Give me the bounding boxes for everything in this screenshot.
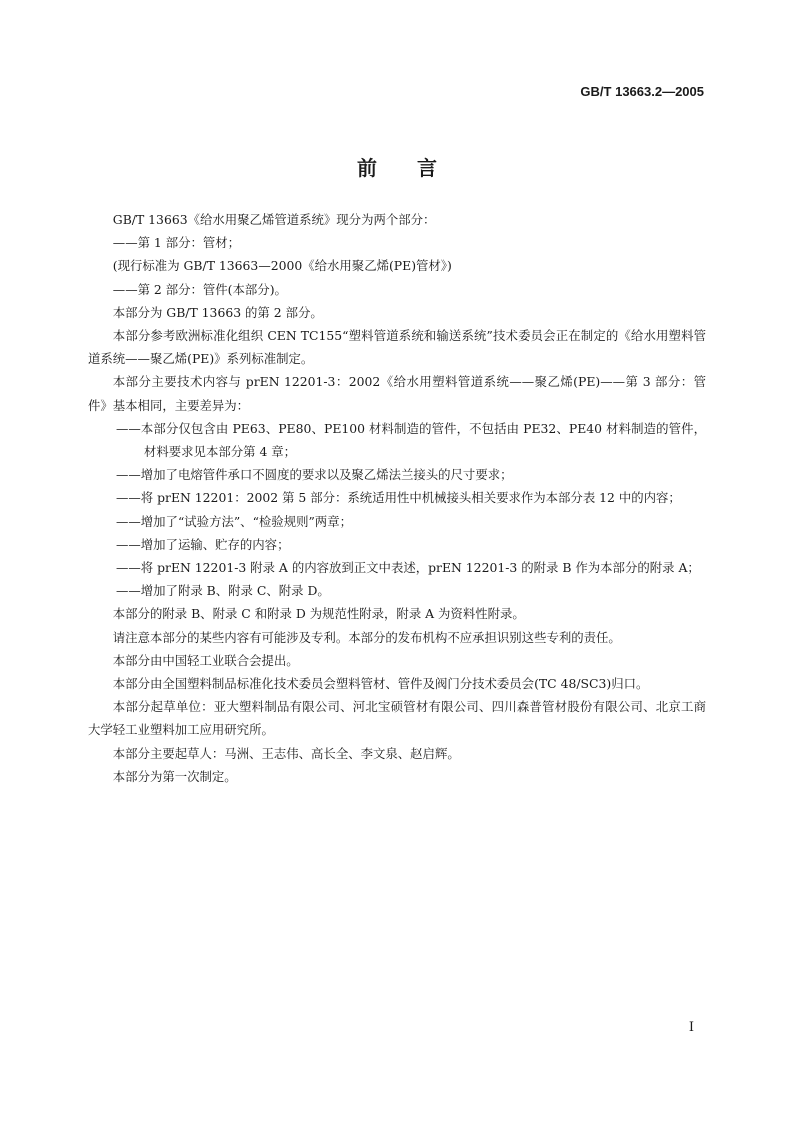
difference-item: ——增加了运输、贮存的内容； <box>116 536 290 552</box>
difference-item: ——增加了电熔管件承口不圆度的要求以及聚乙烯法兰接头的尺寸要求； <box>116 467 513 483</box>
paragraph-intro: GB/T 13663《给水用聚乙烯管道系统》现分为两个部分： <box>112 212 436 227</box>
page-number: I <box>688 1020 694 1035</box>
paragraph-reference: 本部分参考欧洲标准化组织 CEN TC155“塑料管道系统和输送系统”技术委员会正在制定的《给水用塑料管道系统——聚乙烯(PE)》系列标准制定。 <box>88 328 706 367</box>
list-item-part1: ——第 1 部分：管材； <box>112 235 241 251</box>
paragraph-differences: 本部分主要技术内容与 prEN 12201-3：2002《给水用塑料管道系统——聚乙烯(PE)——第 3 部分：管件》基本相同，主要差异为： <box>88 374 706 413</box>
paragraph-committee: 本部分由全国塑料制品标准化技术委员会塑料管材、管件及阀门分技术委员会(TC 48/SC3)归口。 <box>112 676 649 692</box>
difference-item: ——增加了附录 B、附录 C、附录 D。 <box>116 583 330 599</box>
paragraph-annexes: 本部分的附录 B、附录 C 和附录 D 为规范性附录，附录 A 为资料性附录。 <box>112 606 525 622</box>
paragraph-drafting-units: 本部分起草单位：亚大塑料制品有限公司、河北宝硕管材有限公司、四川森普管材股份有限公司、北京工商大学轻工业塑料加工应用研究所。 <box>88 699 706 738</box>
list-item-part2: ——第 2 部分：管件(本部分)。 <box>112 281 287 297</box>
paragraph-drafters: 本部分主要起草人：马洲、王志伟、高长全、李文泉、赵启辉。 <box>112 745 460 761</box>
paragraph-patents: 请注意本部分的某些内容有可能涉及专利。本部分的发布机构不应承担识别这些专利的责任。 <box>112 629 621 645</box>
difference-item: ——本部分仅包含由 PE63、PE80、PE100 材料制造的管件，不包括由 PE32、PE40 材料制造的管件，材料要求见本部分第 4 章； <box>116 420 706 460</box>
standard-code: GB/T 13663.2—2005 <box>580 84 704 99</box>
foreword-body <box>88 208 706 788</box>
difference-item: ——将 prEN 12201：2002 第 5 部分：系统适用性中机械接头相关要求作为本部分表 12 中的内容； <box>116 490 681 506</box>
paragraph-part-statement: 本部分为 GB/T 13663 的第 2 部分。 <box>112 304 323 320</box>
difference-item: ——增加了“试验方法”、“检验规则”两章； <box>116 513 352 529</box>
difference-item: ——将 prEN 12201-3 附录 A 的内容放到正文中表述，prEN 12201-3 的附录 B 作为本部分的附录 A； <box>116 560 700 576</box>
paragraph-current-standard: (现行标准为 GB/T 13663—2000《给水用聚乙烯(PE)管材》) <box>112 258 452 274</box>
paragraph-proposed-by: 本部分由中国轻工业联合会提出。 <box>112 652 299 668</box>
paragraph-first-edition: 本部分为第一次制定。 <box>112 768 237 784</box>
page-title: 前言 <box>357 156 477 180</box>
